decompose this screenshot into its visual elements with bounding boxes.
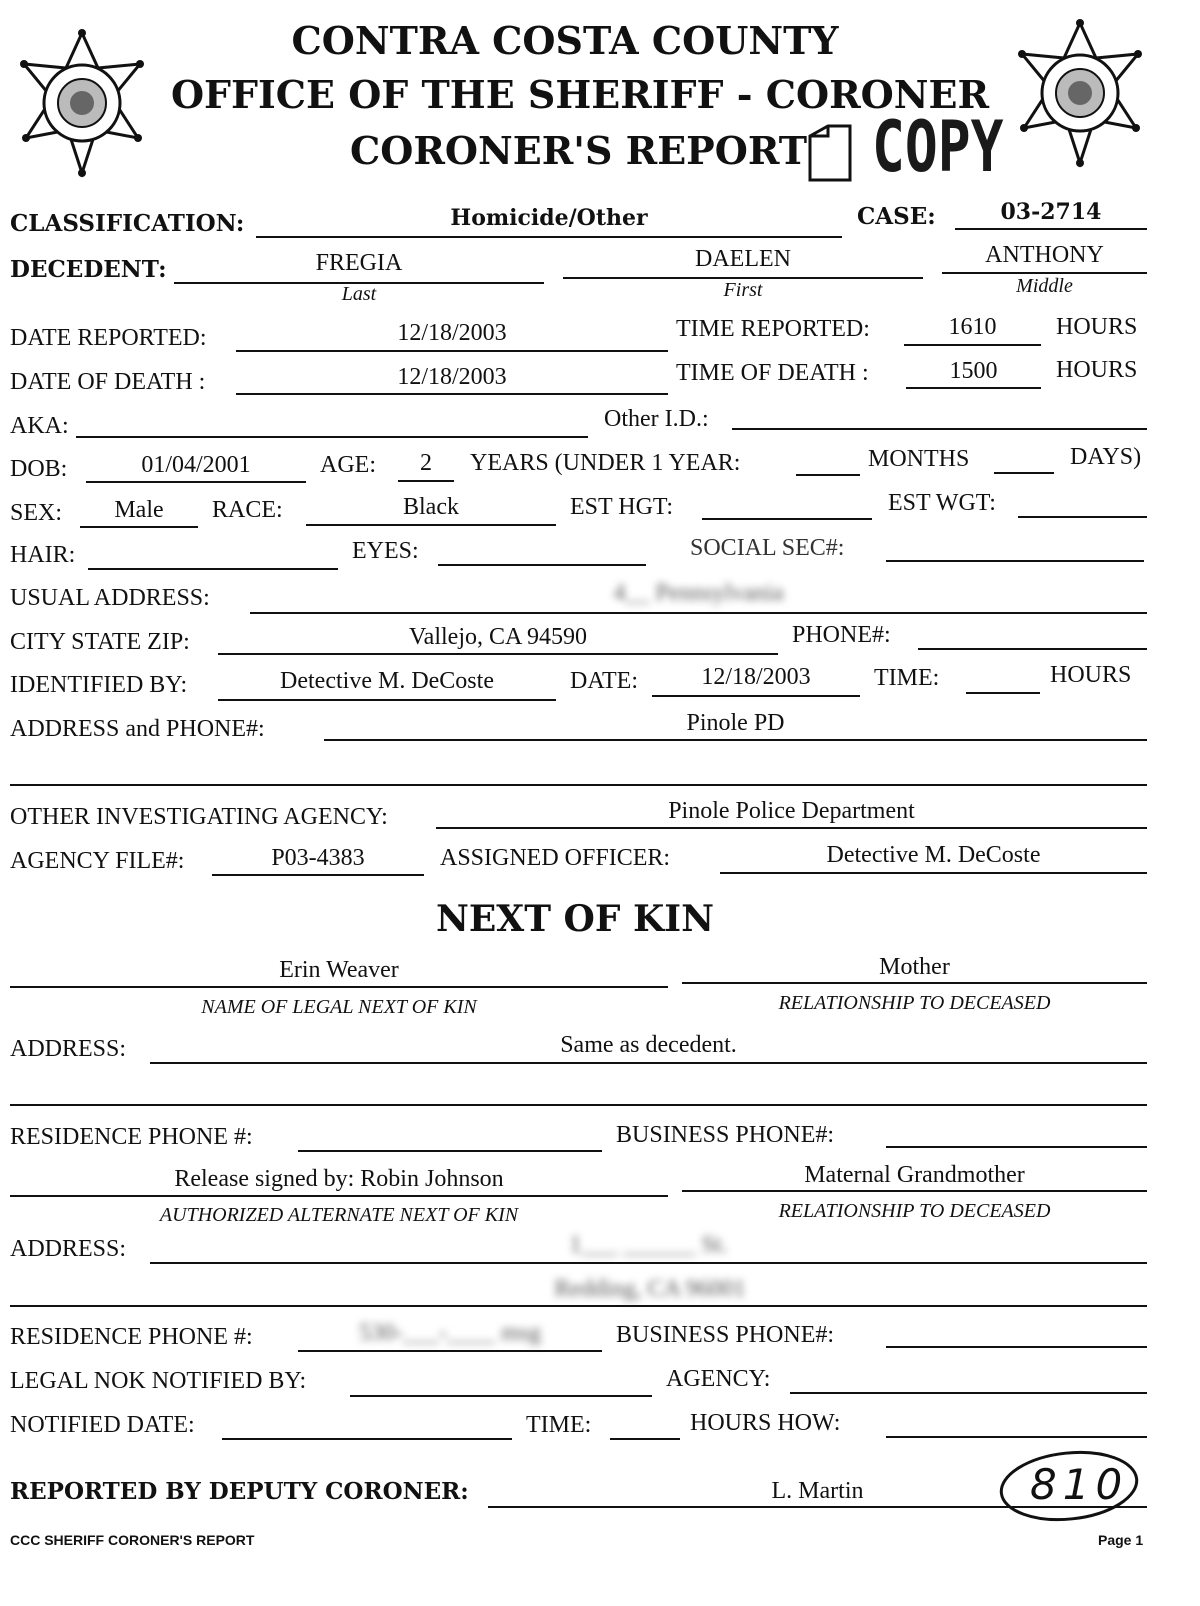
footer-page-number: Page 1 <box>1098 1532 1144 1548</box>
identified-time-label: TIME: <box>874 665 940 691</box>
decedent-last-caption: Last <box>341 283 377 305</box>
nok-residence-phone-line <box>298 1150 602 1152</box>
decedent-first-value: DAELEN <box>695 246 791 272</box>
alt-relationship-value: Maternal Grandmother <box>804 1162 1025 1188</box>
alt-address-value-redacted: 1___ ______ St. <box>569 1232 728 1258</box>
copy-stamp: COPY <box>872 106 1004 188</box>
date-reported-line <box>236 350 668 352</box>
city-state-zip-label: CITY STATE ZIP: <box>10 629 190 655</box>
legal-nok-notified-line <box>350 1395 652 1397</box>
years-under-label: YEARS (UNDER 1 YEAR: <box>470 450 741 476</box>
date-of-death-value: 12/18/2003 <box>397 364 507 390</box>
alt-name-caption: AUTHORIZED ALTERNATE NEXT OF KIN <box>159 1204 519 1226</box>
time-reported-label: TIME REPORTED: <box>676 316 870 342</box>
dob-value: 01/04/2001 <box>141 452 251 478</box>
alt-address-line <box>150 1262 1147 1264</box>
legal-nok-notified-label: LEGAL NOK NOTIFIED BY: <box>10 1368 307 1394</box>
nok-name-caption: NAME OF LEGAL NEXT OF KIN <box>201 996 477 1018</box>
hours-how-label: HOURS HOW: <box>690 1410 841 1436</box>
sex-value: Male <box>114 497 164 523</box>
decedent-last-value: FREGIA <box>315 250 403 276</box>
date-reported-label: DATE REPORTED: <box>10 325 207 351</box>
identified-time-hours: HOURS <box>1050 662 1132 688</box>
agency-file-value: P03-4383 <box>271 845 365 871</box>
sex-label: SEX: <box>10 500 63 526</box>
phone-line <box>918 648 1147 650</box>
handwritten-number: 810 <box>1030 1460 1129 1509</box>
other-agency-label: OTHER INVESTIGATING AGENCY: <box>10 804 388 830</box>
days-line <box>994 472 1054 474</box>
nok-relationship-caption: RELATIONSHIP TO DECEASED <box>778 992 1051 1014</box>
dob-label: DOB: <box>10 456 68 482</box>
assigned-officer-line <box>720 872 1147 874</box>
time-reported-hours: HOURS <box>1056 314 1138 340</box>
other-id-label: Other I.D.: <box>604 406 709 432</box>
case-value: 03-2714 <box>1000 199 1102 225</box>
address-phone-value: Pinole PD <box>686 710 785 736</box>
sheriff-badge-right-icon <box>1010 18 1150 168</box>
header-line-3: CORONER'S REPORT <box>350 128 808 173</box>
notified-date-line <box>222 1438 512 1440</box>
agency-file-label: AGENCY FILE#: <box>10 848 185 874</box>
months-line <box>796 474 860 476</box>
months-label: MONTHS <box>868 446 970 472</box>
classification-line <box>256 236 842 238</box>
next-of-kin-heading: NEXT OF KIN <box>435 898 715 940</box>
identified-date-line <box>652 695 860 697</box>
case-label: CASE: <box>857 203 936 230</box>
reported-by-value: L. Martin <box>771 1478 864 1504</box>
hair-line <box>88 568 338 570</box>
notified-date-label: NOTIFIED DATE: <box>10 1412 195 1438</box>
case-line <box>955 228 1147 230</box>
document-stamp-icon <box>806 122 856 184</box>
alt-residence-phone-line <box>298 1350 602 1352</box>
nok-address-line <box>150 1062 1147 1064</box>
other-agency-line <box>436 827 1147 829</box>
identified-date-value: 12/18/2003 <box>701 664 811 690</box>
identified-time-line <box>966 692 1040 694</box>
assigned-officer-label: ASSIGNED OFFICER: <box>440 845 671 871</box>
time-of-death-hours: HOURS <box>1056 357 1138 383</box>
sex-line <box>80 526 198 528</box>
date-reported-value: 12/18/2003 <box>397 320 507 346</box>
age-label: AGE: <box>320 452 376 478</box>
nok-business-phone-line <box>886 1146 1147 1148</box>
city-state-zip-value: Vallejo, CA 94590 <box>409 624 587 650</box>
release-signed-value: Release signed by: Robin Johnson <box>174 1166 504 1192</box>
alt-address-city-redacted: Redding, CA 96001 <box>554 1276 746 1302</box>
sheriff-badge-left-icon <box>12 28 152 178</box>
decedent-first-caption: First <box>723 279 763 301</box>
time-reported-line <box>904 344 1041 346</box>
nok-relationship-value: Mother <box>879 954 950 980</box>
days-label: DAYS) <box>1070 444 1142 470</box>
header-line-1: CONTRA COSTA COUNTY <box>291 18 839 63</box>
assigned-officer-value: Detective M. DeCoste <box>826 842 1041 868</box>
decedent-middle-line <box>942 272 1147 274</box>
aka-label: AKA: <box>10 413 69 439</box>
date-of-death-line <box>236 393 668 395</box>
nok-address-label: ADDRESS: <box>10 1036 127 1062</box>
eyes-line <box>438 564 646 566</box>
nok-relationship-line <box>682 982 1147 984</box>
time-of-death-value: 1500 <box>949 358 998 384</box>
age-value: 2 <box>420 450 432 476</box>
age-line <box>398 480 454 482</box>
notified-time-line <box>610 1438 680 1440</box>
identified-by-line <box>218 699 556 701</box>
alt-residence-phone-label: RESIDENCE PHONE #: <box>10 1324 253 1350</box>
header-line-2: OFFICE OF THE SHERIFF - CORONER <box>170 72 990 117</box>
other-id-line <box>732 428 1147 430</box>
dob-line <box>86 481 306 483</box>
alt-name-line <box>10 1195 668 1197</box>
alt-address-line-2 <box>10 1305 1147 1307</box>
city-state-zip-line <box>218 653 778 655</box>
agency-line <box>790 1392 1147 1394</box>
hair-label: HAIR: <box>10 542 76 568</box>
classification-value: Homicide/Other <box>450 205 648 231</box>
nok-name-value: Erin Weaver <box>279 957 399 983</box>
time-reported-value: 1610 <box>948 314 997 340</box>
nok-residence-phone-label: RESIDENCE PHONE #: <box>10 1124 253 1150</box>
decedent-label: DECEDENT: <box>10 256 167 283</box>
alt-relationship-caption: RELATIONSHIP TO DECEASED <box>778 1200 1051 1222</box>
time-of-death-line <box>906 387 1041 389</box>
decedent-middle-caption: Middle <box>1016 275 1073 297</box>
address-phone-label: ADDRESS and PHONE#: <box>10 716 265 742</box>
est-hgt-label: EST HGT: <box>570 494 674 520</box>
est-wgt-line <box>1018 516 1147 518</box>
nok-address-value: Same as decedent. <box>560 1032 737 1058</box>
alt-address-label: ADDRESS: <box>10 1236 127 1262</box>
identified-date-label: DATE: <box>570 668 638 694</box>
time-of-death-label: TIME OF DEATH : <box>676 360 869 386</box>
agency-file-line <box>212 874 424 876</box>
usual-address-label: USUAL ADDRESS: <box>10 585 210 611</box>
aka-line <box>76 436 588 438</box>
notified-time-label: TIME: <box>526 1412 592 1438</box>
address-phone-line-2 <box>10 784 1147 786</box>
social-sec-line <box>886 560 1144 562</box>
race-label: RACE: <box>212 497 283 523</box>
date-of-death-label: DATE OF DEATH : <box>10 369 206 395</box>
reported-by-label: REPORTED BY DEPUTY CORONER: <box>10 1478 469 1505</box>
usual-address-value-redacted: 4__ Pennsylvania <box>613 580 784 606</box>
alt-residence-phone-value-redacted: 530-___-____ msg <box>359 1320 541 1346</box>
phone-label: PHONE#: <box>792 622 891 648</box>
eyes-label: EYES: <box>352 538 419 564</box>
alt-business-phone-line <box>886 1346 1147 1348</box>
footer-left: CCC SHERIFF CORONER'S REPORT <box>10 1532 255 1548</box>
est-wgt-label: EST WGT: <box>888 490 996 516</box>
usual-address-line <box>250 612 1147 614</box>
nok-name-line <box>10 986 668 988</box>
classification-label: CLASSIFICATION: <box>10 210 245 237</box>
identified-by-value: Detective M. DeCoste <box>280 668 494 694</box>
nok-address-line-2 <box>10 1104 1147 1106</box>
est-hgt-line <box>702 518 872 520</box>
identified-by-label: IDENTIFIED BY: <box>10 672 188 698</box>
nok-business-phone-label: BUSINESS PHONE#: <box>616 1122 835 1148</box>
race-line <box>306 524 556 526</box>
decedent-middle-value: ANTHONY <box>985 242 1104 268</box>
other-agency-value: Pinole Police Department <box>668 798 915 824</box>
agency-label: AGENCY: <box>666 1366 771 1392</box>
social-sec-label: SOCIAL SEC#: <box>690 535 845 561</box>
address-phone-line <box>324 739 1147 741</box>
race-value: Black <box>403 494 459 520</box>
how-line <box>886 1436 1147 1438</box>
alt-business-phone-label: BUSINESS PHONE#: <box>616 1322 835 1348</box>
alt-relationship-line <box>682 1190 1147 1192</box>
